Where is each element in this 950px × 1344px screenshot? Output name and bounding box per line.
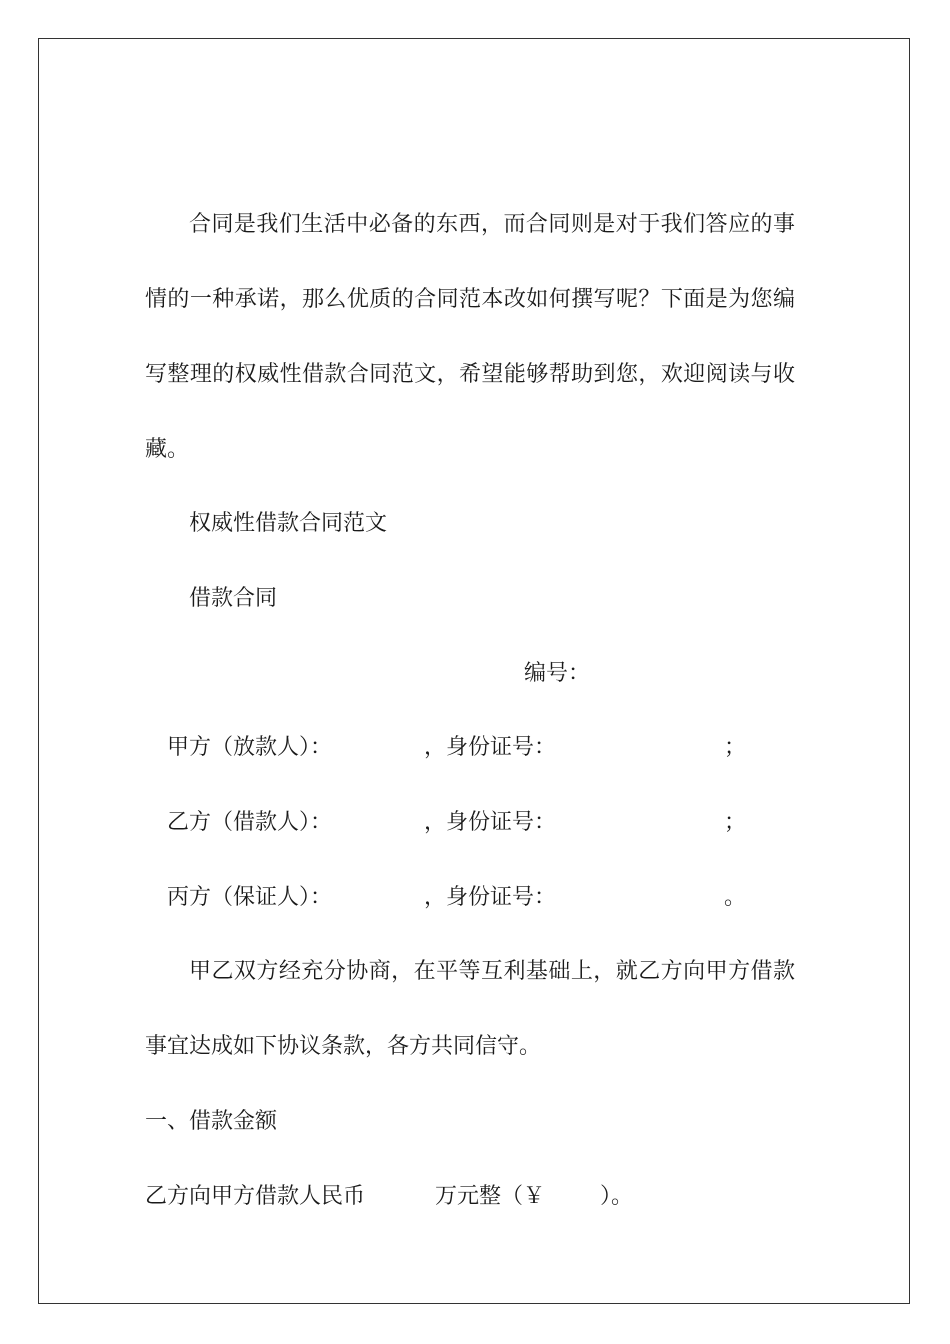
party-b-label: 乙方（借款人）： [167, 810, 333, 835]
party-b-id-label: ，身份证号： [424, 810, 557, 835]
section-1-heading: 一、借款金额 [145, 1109, 278, 1134]
doc-title: 权威性借款合同范文 [189, 511, 388, 536]
party-b-end: ； [724, 810, 747, 835]
intro-line-1: 合同是我们生活中必备的东西，而合同则是对于我们答应的事 [189, 212, 795, 237]
party-a-id-label: ，身份证号： [424, 735, 557, 760]
intro-line-3: 写整理的权威性借款合同范文，希望能够帮助到您，欢迎阅读与收 [145, 362, 795, 387]
party-c-end: 。 [724, 885, 747, 910]
agreement-line-2: 事宜达成如下协议条款，各方共同信守。 [145, 1034, 542, 1059]
party-a-end: ； [724, 735, 747, 760]
contract-number-label: 编号： [524, 661, 591, 686]
party-c-label: 丙方（保证人）： [167, 885, 333, 910]
agreement-line-1: 甲乙双方经充分协商，在平等互利基础上，就乙方向甲方借款 [189, 959, 795, 984]
intro-line-4: 藏。 [145, 437, 190, 462]
section-1-text-a: 乙方向甲方借款人民币 [145, 1184, 366, 1209]
party-a-label: 甲方（放款人）： [167, 735, 333, 760]
intro-line-2: 情的一种承诺，那么优质的合同范本改如何撰写呢？下面是为您编 [145, 287, 795, 312]
party-c-id-label: ，身份证号： [424, 885, 557, 910]
section-1-text-b: 万元整（￥ [435, 1184, 546, 1209]
section-1-text-c: ）。 [600, 1184, 634, 1209]
contract-title: 借款合同 [189, 586, 278, 611]
